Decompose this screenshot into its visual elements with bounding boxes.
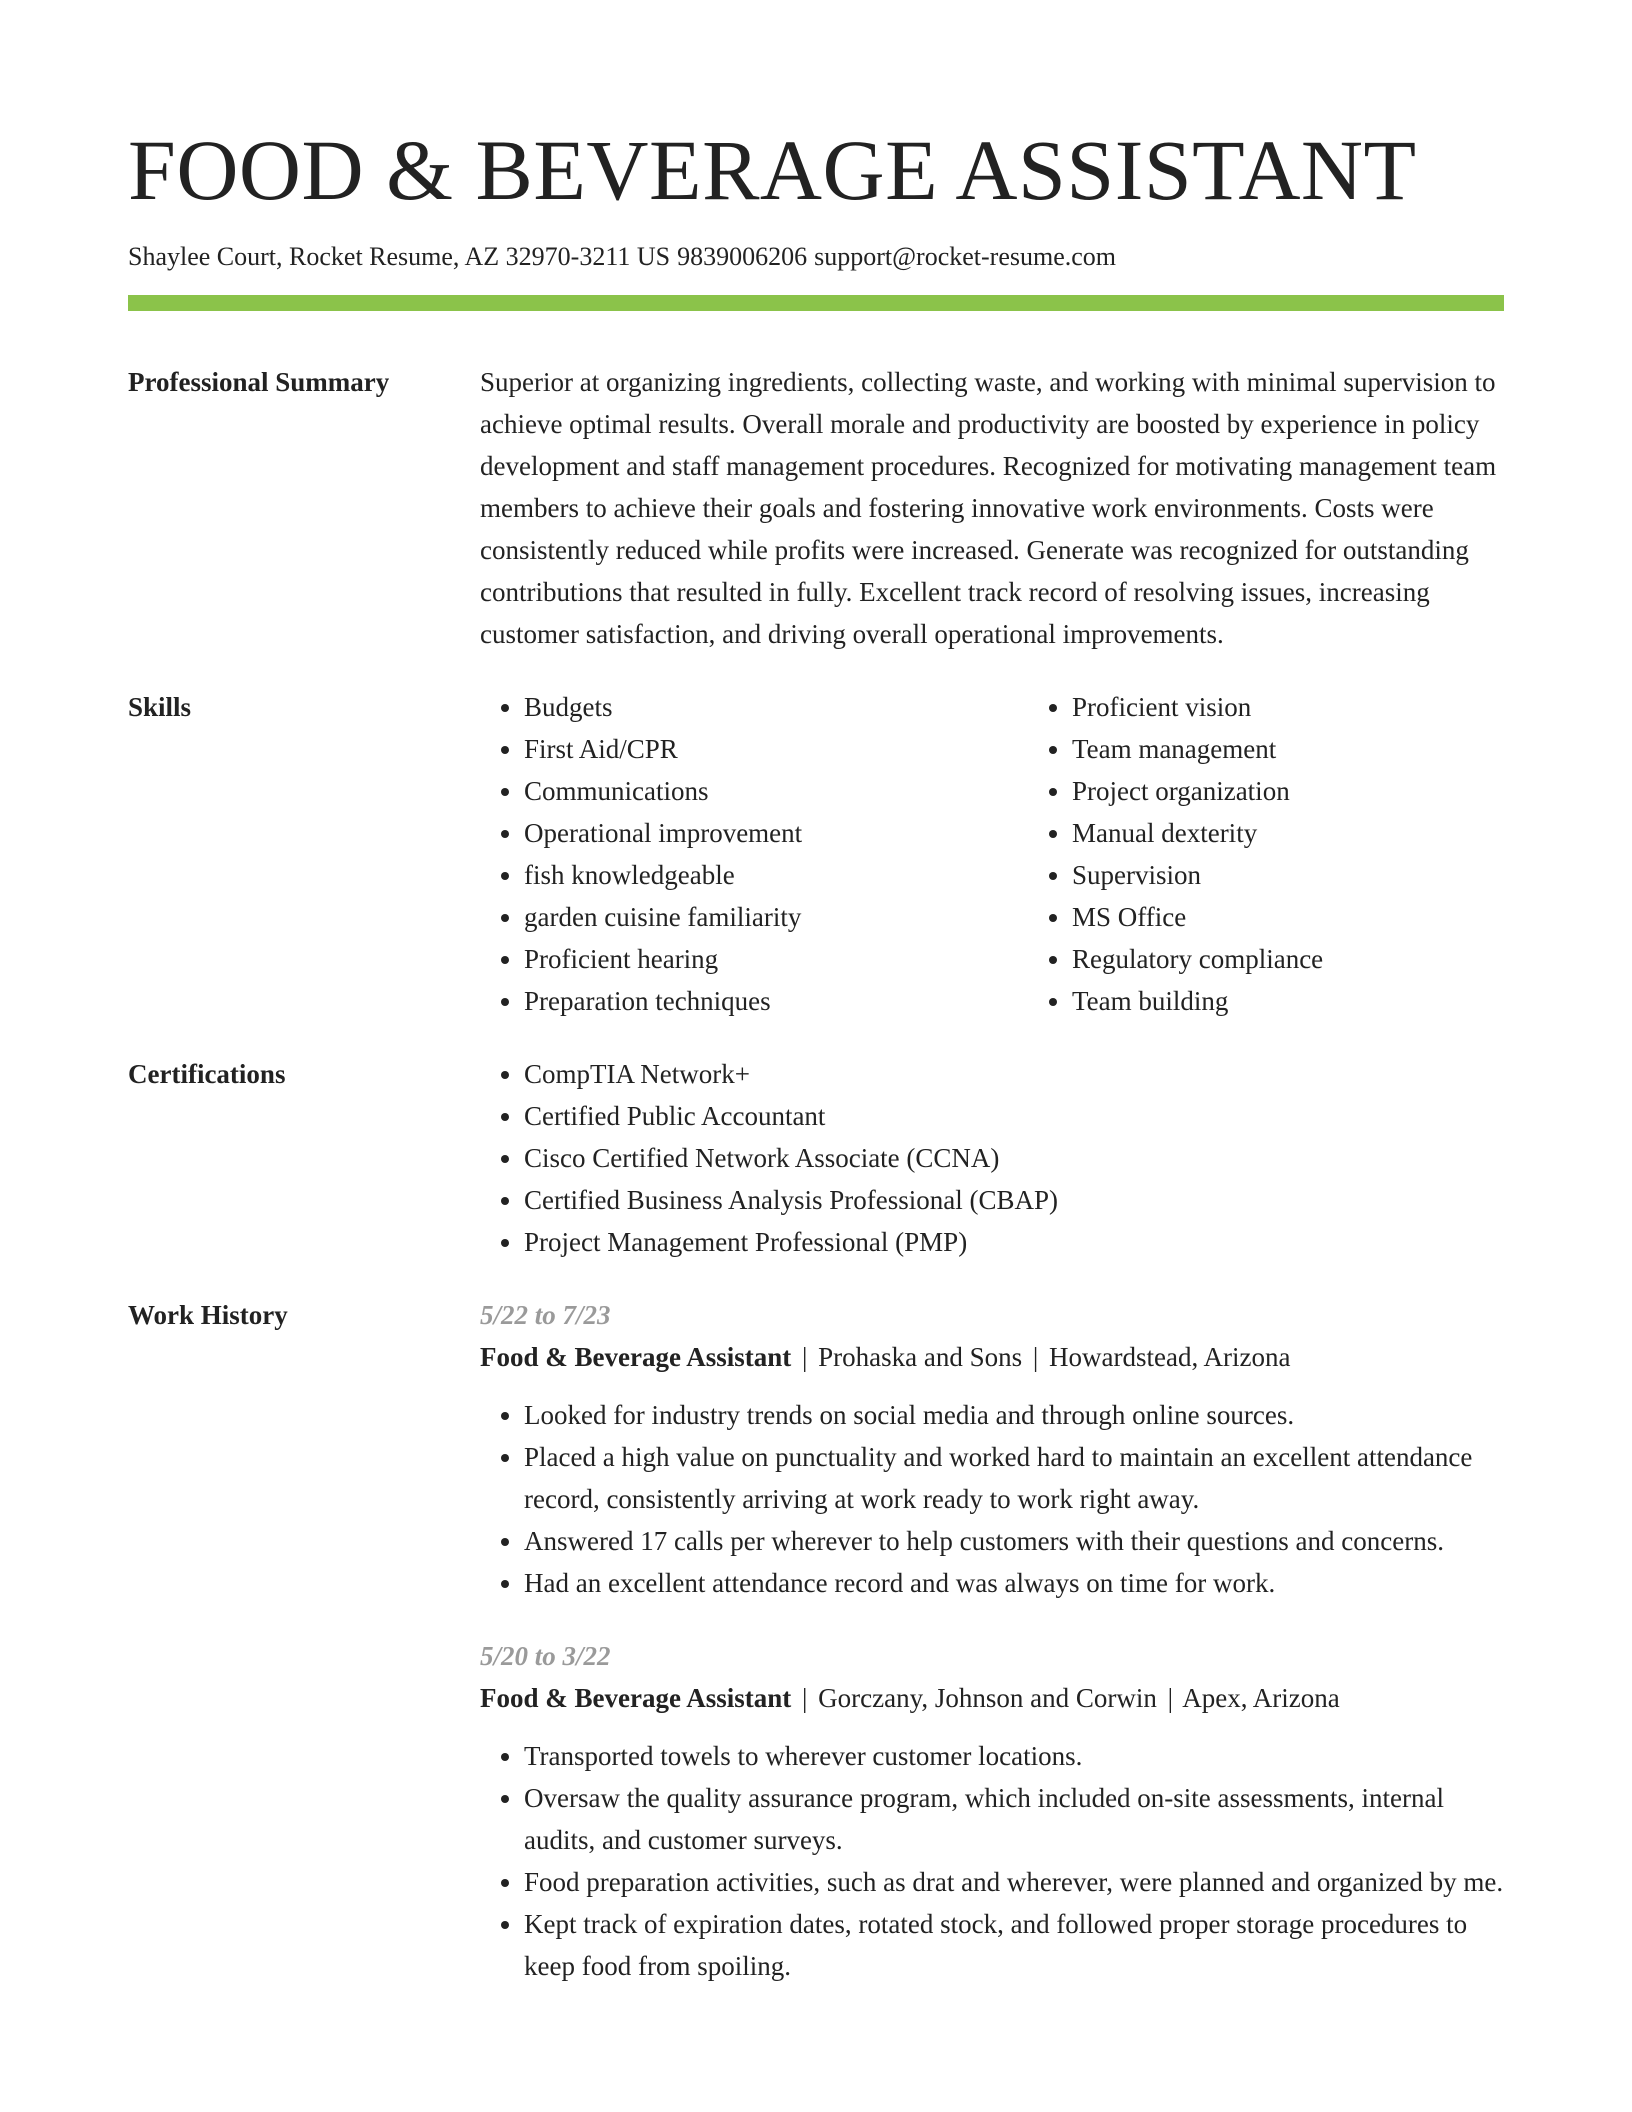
skill-item: • Manual dexterity	[1072, 812, 1576, 854]
job-entry	[480, 1294, 1504, 1604]
skill-item: • Regulatory compliance	[1072, 938, 1576, 980]
job-dates: 5/20 to 3/22	[480, 1641, 611, 1671]
skills-list-right	[1028, 686, 1576, 1022]
skill-item: • Communications	[524, 770, 1028, 812]
skill-item: • Preparation techniques	[524, 980, 1028, 1022]
certification-item: • Certified Business Analysis Professional (CBAP)	[524, 1179, 1504, 1221]
job-company: Gorczany, Johnson and Corwin	[818, 1683, 1157, 1713]
job-bullet: • Had an excellent attendance record and was always on time for work.	[524, 1562, 1504, 1604]
job-location: Howardstead, Arizona	[1049, 1342, 1291, 1372]
job-separator: |	[1167, 1683, 1173, 1713]
job-entry	[480, 1635, 1504, 1987]
job-bullet: • Answered 17 calls per wherever to help customers with their questions and concerns.	[524, 1520, 1504, 1562]
job-bullet-list	[480, 1735, 1504, 1987]
job-location: Apex, Arizona	[1182, 1683, 1340, 1713]
contact-email[interactable]: support@rocket-resume.com	[814, 242, 1117, 271]
skills-list-left	[480, 686, 1028, 1022]
job-bullet-list	[480, 1394, 1504, 1604]
contact-line	[128, 240, 1504, 274]
job-dates: 5/22 to 7/23	[480, 1300, 611, 1330]
job-separator: |	[1032, 1342, 1039, 1372]
skill-item: • garden cuisine familiarity	[524, 896, 1028, 938]
job-title: Food & Beverage Assistant	[480, 1683, 792, 1713]
summary-heading: Professional Summary	[128, 367, 390, 397]
skills-section	[128, 686, 1504, 1022]
job-bullet: • Placed a high value on punctuality and worked hard to maintain an excellent attendance record, consistently arriving at work ready to work right away.	[524, 1436, 1504, 1520]
summary-text: Superior at organizing ingredients, collecting waste, and working with minimal supervision to achieve optimal results. Overall morale and productivity are boosted by experience in policy development and staff management procedures. Recognized for motivating management team members to achieve their goals and fostering innovative work environments. Costs were consistently reduced while profits were increased. Generate was recognized for outstanding contributions that resulted in fully. Excellent track record of resolving issues, increasing customer satisfaction, and driving overall operational improvements.	[480, 367, 1497, 649]
skill-item: • Team building	[1072, 980, 1576, 1022]
skill-item: • Proficient vision	[1072, 686, 1576, 728]
summary-section	[128, 361, 1504, 655]
job-company: Prohaska and Sons	[818, 1342, 1023, 1372]
certification-item: • Project Management Professional (PMP)	[524, 1221, 1504, 1263]
job-bullet: • Oversaw the quality assurance program, which included on-site assessments, internal audits, and customer surveys.	[524, 1777, 1504, 1861]
certification-item: • Cisco Certified Network Associate (CCNA)	[524, 1137, 1504, 1179]
job-bullet: • Transported towels to wherever customer locations.	[524, 1735, 1504, 1777]
certifications-list	[480, 1053, 1504, 1263]
job-heading	[480, 1677, 1504, 1719]
skill-item: • Project organization	[1072, 770, 1576, 812]
job-bullet: • Looked for industry trends on social media and through online sources.	[524, 1394, 1504, 1436]
skills-heading: Skills	[128, 692, 192, 722]
work-history-section	[128, 1294, 1504, 1987]
job-heading	[480, 1336, 1504, 1378]
job-title: Food & Beverage Assistant	[480, 1342, 792, 1372]
skill-item: • Team management	[1072, 728, 1576, 770]
certifications-section	[128, 1053, 1504, 1263]
resume-page	[128, 0, 1504, 1987]
certification-item: • CompTIA Network+	[524, 1053, 1504, 1095]
skill-item: • Proficient hearing	[524, 938, 1028, 980]
skill-item: • MS Office	[1072, 896, 1576, 938]
skill-item: • First Aid/CPR	[524, 728, 1028, 770]
certification-item: • Certified Public Accountant	[524, 1095, 1504, 1137]
job-separator: |	[801, 1683, 808, 1713]
skill-item: • Operational improvement	[524, 812, 1028, 854]
skill-item: • Budgets	[524, 686, 1028, 728]
resume-title: FOOD & BEVERAGE ASSISTANT	[128, 122, 1417, 218]
work-history-heading: Work History	[128, 1300, 288, 1330]
skill-item: • Supervision	[1072, 854, 1576, 896]
header-divider	[128, 295, 1504, 311]
skill-item: • fish knowledgeable	[524, 854, 1028, 896]
certifications-heading: Certifications	[128, 1059, 286, 1089]
contact-phone: 9839006206	[677, 242, 808, 271]
job-bullet: • Food preparation activities, such as drat and wherever, were planned and organized by me.	[524, 1861, 1504, 1903]
job-bullet: • Kept track of expiration dates, rotated stock, and followed proper storage procedures to keep food from spoiling.	[524, 1903, 1504, 1987]
job-separator: |	[801, 1342, 808, 1372]
contact-address: Shaylee Court, Rocket Resume, AZ 32970-3211 US	[128, 242, 671, 271]
